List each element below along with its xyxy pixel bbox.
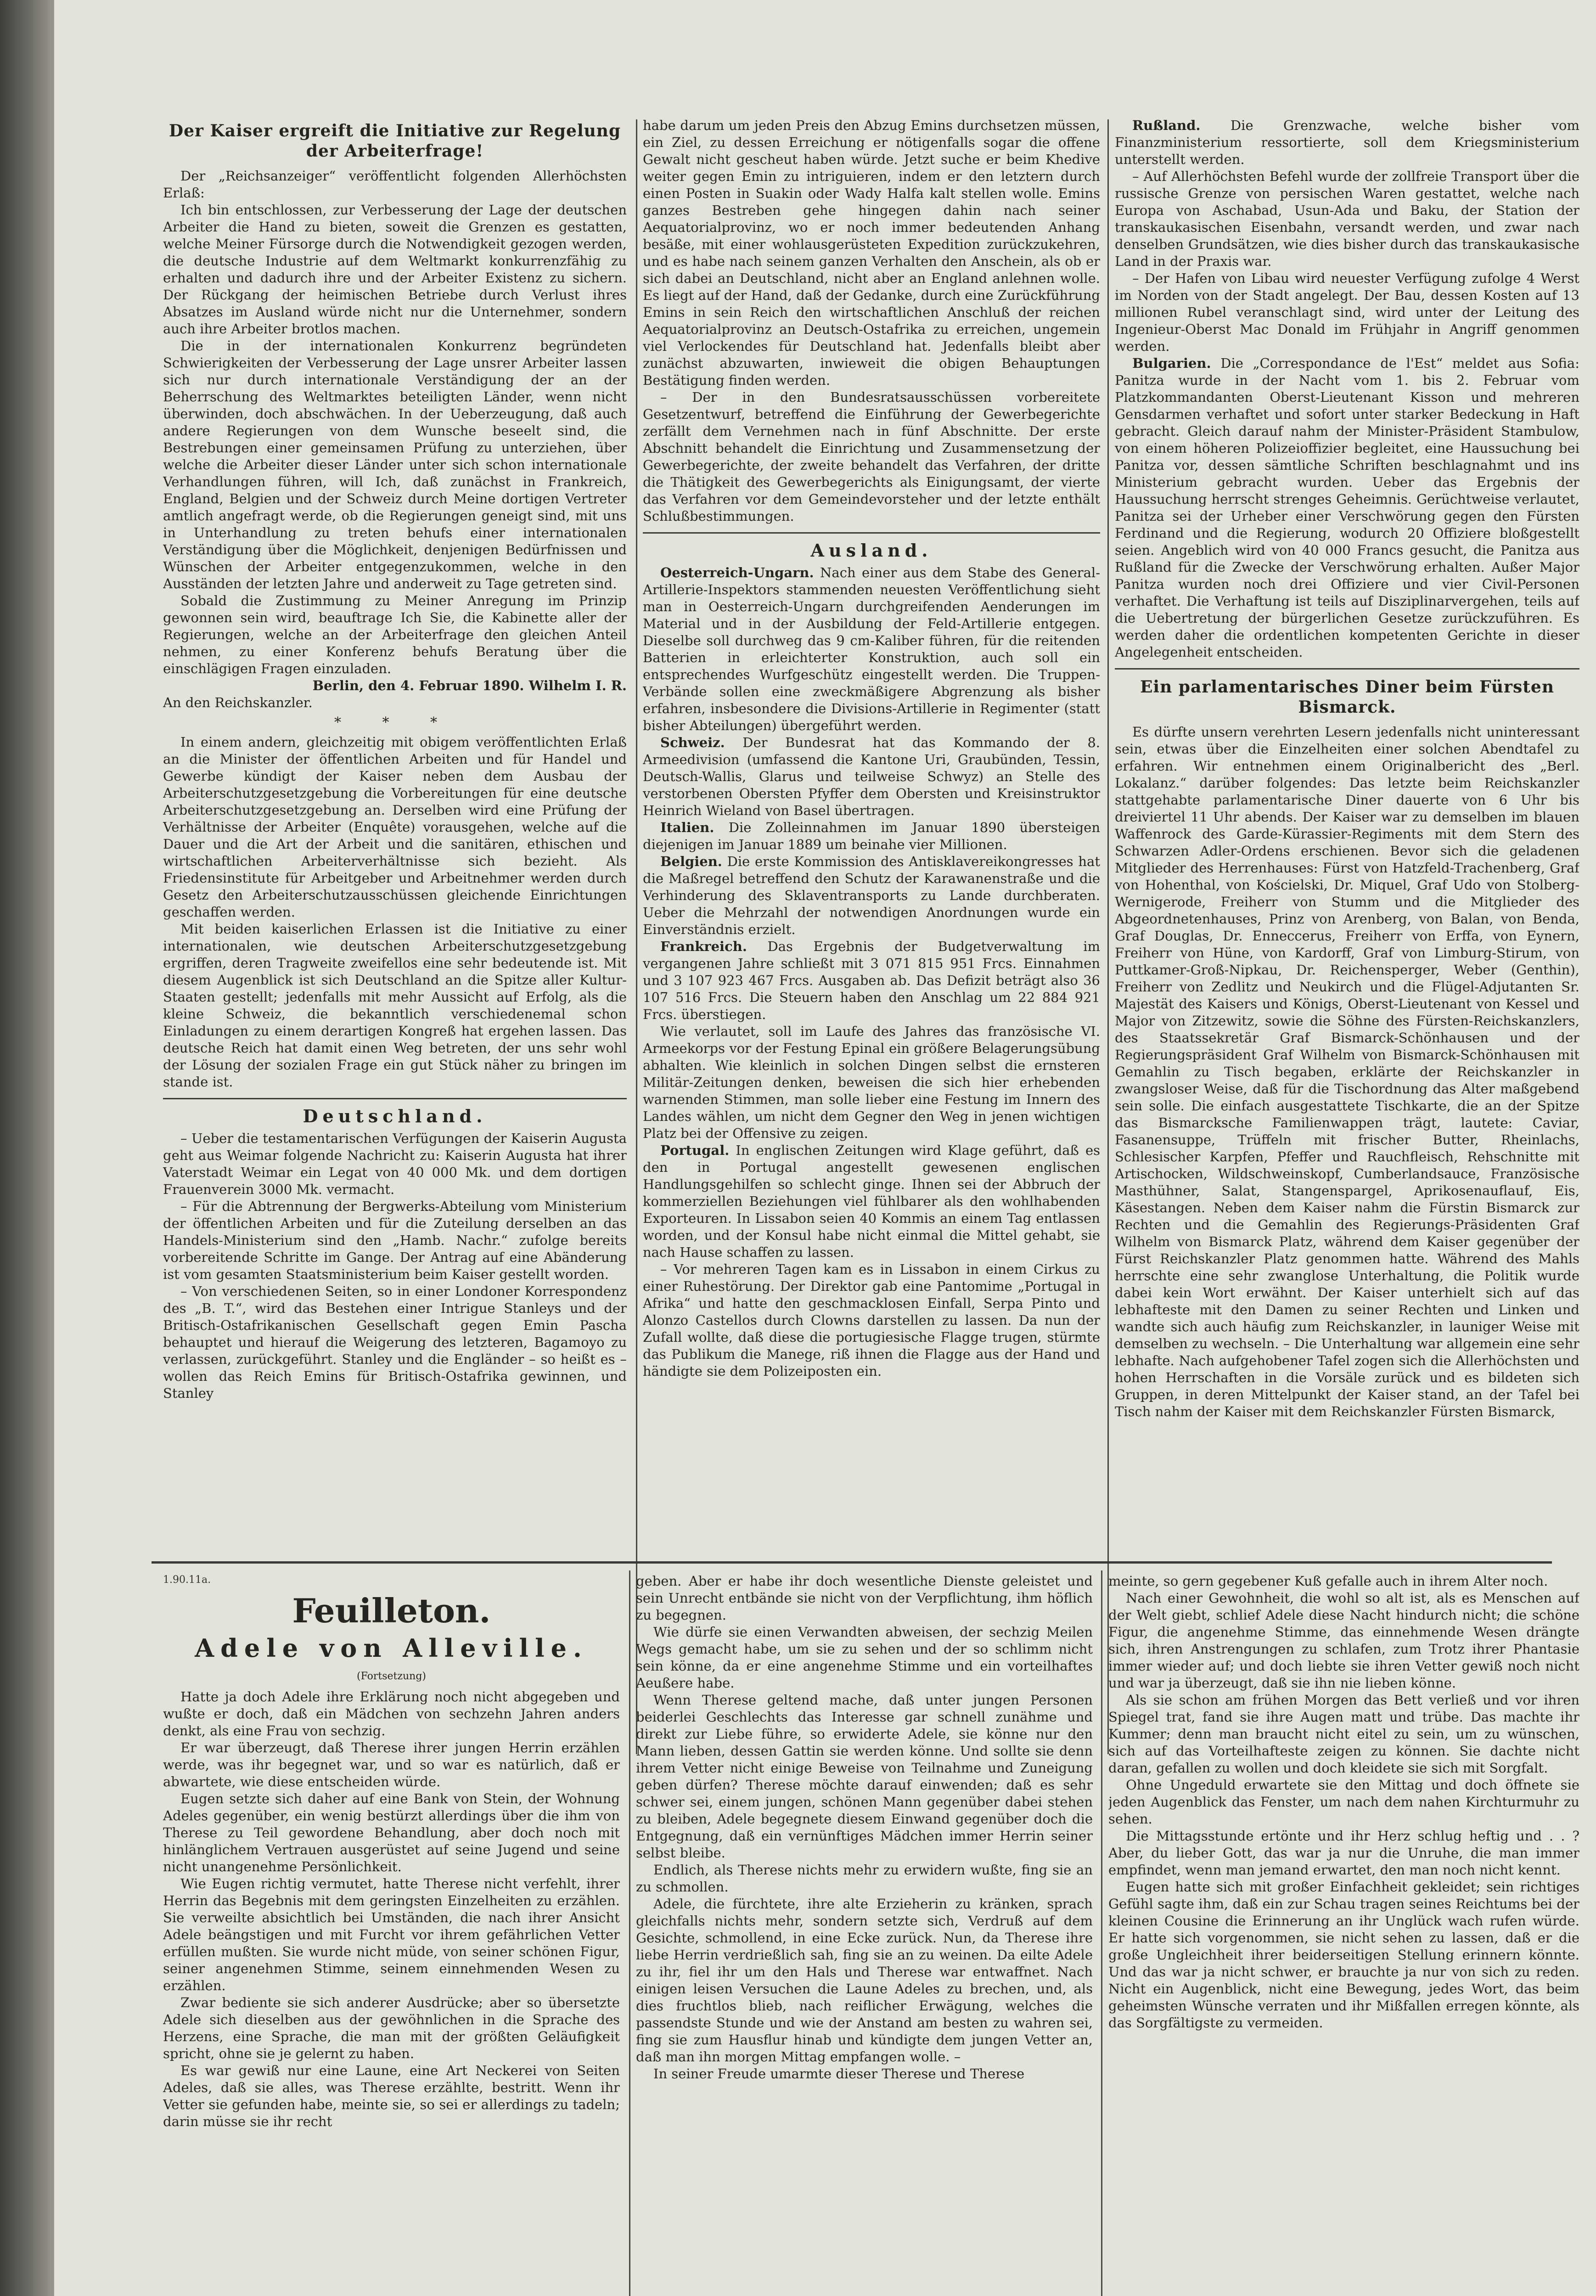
print-mark: 1.90.11a. — [163, 1574, 211, 1586]
news-item — [643, 734, 1100, 819]
news-item — [1115, 355, 1579, 661]
feuilleton-column-2 — [636, 1573, 1093, 2296]
paragraph: meinte, so gern gegebener Kuß gefalle auch in ihrem Alter noch. — [1108, 1573, 1548, 1589]
news-text: Die Grenzwache, welche bisher vom Finanzministerium ressortierte, soll dem Kriegsministerium unterstellt werden. — [1115, 118, 1579, 167]
column-rule — [1107, 119, 1109, 1754]
news-item — [643, 1142, 1100, 1261]
paragraph: Nach einer Gewohnheit, die wohl so alt ist, als es Menschen auf der Welt giebt, schlief Adele diese Nacht hindurch nicht; die schöne Figur, die angenehme Stimme, das einnehmende Wesen drängte sich, ihren Anstrengungen zu schlafen, zum Trotz ihrer Phantasie immer wieder auf; und doch liebte sie ihren Vetter gewiß noch nicht und war ja überzeugt, daß sie ihn nie lieben könne. — [1108, 1590, 1579, 1691]
news-text: Wie verlautet, soll im Laufe des Jahres das französische VI. Armeekorps vor der Festung Epinal ein größere Belagerungsübung abhalten. Wie kleinlich in solchen Dingen selbst die ernsteren Militär-Zeitungen denken, beweisen die sich hier erhebenden warnenden Stimmen, man solle lieber eine Festung im Innern des Landes wählen, um nicht dem Gegner den Weg in jenen wichtigen Platz bei der Offensive zu zeigen. — [643, 1024, 1100, 1141]
column-1 — [163, 117, 627, 1557]
news-text: In englischen Zeitungen wird Klage geführt, daß es den in Portugal angestellt gewesenen englischen Handlungsgehilfen so schlecht ginge. Ihnen sei der Abbruch der kommerziellen Beziehungen viel fühlbarer als den wohlhabenden Exporteuren. In Lissabon seien 40 Kommis an einem Tag entlassen worden, und der Konsul habe nicht einmal die Mittel gehabt, sie nach Hause schaffen zu lassen. — [643, 1142, 1100, 1260]
news-item — [643, 938, 1100, 1023]
paragraph: – Der in den Bundesratsausschüssen vorbereitete Gesetzentwurf, betreffend die Einführung der Gewerbegerichte zerfällt dem Vernehmen nach in fünf Abschnitte. Der erste Abschnitt behandelt die Einrichtung und Zusammensetzung der Gewerbegerichte, der zweite behandelt das Verfahren, der dritte die Thätigkeit des Gewerbegerichts als Einigungsamt, der vierte das Verfahren vor dem Gemeindevorsteher und der letzte enthält Schlußbestimmungen. — [643, 389, 1100, 524]
article-title: Der Kaiser ergreift die Initiative zur Regelung der Arbeiterfrage! — [169, 121, 621, 161]
paragraph: Die in der internationalen Konkurrenz begründeten Schwierigkeiten der Verbesserung der Lage unsrer Arbeiter lassen sich nur durch internationale Verständigung der an der Beherrschung des Weltmarktes beteiligten Länder, wenn nicht überwinden, doch abschwächen. In der Ueberzeugung, daß auch andere Regierungen von dem Wunsche beseelt sind, die Bestrebungen einer gemeinsamen Prüfung zu unterziehen, über welche die Arbeiter dieser Länder unter sich schon internationale Verhandlungen führen, will Ich, daß zunächst in Frankreich, England, Belgien und der Schweiz durch Meine dortigen Vertreter amtlich angefragt werde, ob die Regierungen geneigt sind, mit uns in Unterhandlung zu treten behufs einer internationalen Verständigung über die Möglichkeit, denjenigen Bedürfnissen und Wünschen der Arbeiter entgegenzukommen, welche in den Ausständen der letzten Jahre und anderweit zu Tage getreten sind. — [163, 338, 627, 591]
paragraph: Als sie schon am frühen Morgen das Bett verließ und vor ihren Spiegel trat, fand sie ihre Augen matt und trübe. Das machte ihr Kummer; denn man braucht nicht eitel zu sein, um zu wünschen, sich auf das Vorteilhafteste zeigen zu können. Sie dachte nicht daran, gefallen zu wollen und doch kleidete sie sich mit Sorgfalt. — [1108, 1692, 1579, 1776]
news-item — [643, 853, 1100, 938]
news-text: – Auf Allerhöchsten Befehl wurde der zollfreie Transport über die russische Grenze von persischen Waren gestattet, welche nach Europa von Aschabad, Usun-Ada und Baku, der Station der transkaukasischen Eisenbahn, versandt werden, und zwar nach denselben Grundsätzen, wie dies bisher durch das transkaukasische Land in der Praxis war. — [1115, 169, 1579, 269]
divider — [643, 532, 1100, 534]
paragraph: Der „Reichsanzeiger“ veröffentlicht folgenden Allerhöchsten Erlaß: — [163, 168, 627, 201]
paragraph: Sobald die Zustimmung zu Meiner Anregung im Prinzip gewonnen sein wird, beauftrage Ich Sie, die Kabinette aller der Regierungen, welche an der Arbeiterfrage den gleichen Anteil nehmen, zu einer Konferenz behufs Beratung über die einschlägigen Fragen einzuladen. — [163, 593, 627, 676]
signature-place: Berlin, den 4. Februar 1890. — [312, 678, 524, 693]
story-title: Adele von Alleville. — [195, 1633, 588, 1663]
feuilleton-column-1 — [163, 1589, 620, 2296]
column-3 — [1115, 117, 1579, 1557]
news-text: – Vor mehreren Tagen kam es in Lissabon in einem Cirkus zu einer Ruhestörung. Der Direktor gab eine Pantomime „Portugal in Afrika“ und hatte den geschmacklosen Einfall, Serpa Pinto und Alonzo Castellos durch Clowns darstellen zu lassen. Da nun der Zufall wollte, daß diese die portugiesische Flagge trugen, stürmte das Publikum die Manege, riß ihnen die Flagge aus der Hand und händigte sie dem Polizeiposten ein. — [643, 1261, 1100, 1379]
paragraph: – Von verschiedenen Seiten, so in einer Londoner Korrespondenz des „B. T.“, wird das Bestehen einer Intrigue Stanleys und der Britisch-Ostafrikanischen Gesellschaft gegen Emin Pascha behauptet und hierauf die Weigerung des letzteren, Bagamoyo zu verlassen, zurückgeführt. Stanley und die Engländer – so heißt es – wollen das Reich Emins für Britisch-Ostafrika gewinnen, und Stanley — [163, 1283, 627, 1401]
paragraph: Adele, die fürchtete, ihre alte Erzieherin zu kränken, sprach gleichfalls nichts mehr, sondern setzte sich, Verdruß auf dem Gesichte, schmollend, in eine Ecke zurück. Nun, da Therese ihre liebe Herrin verdrießlich sah, fing sie an zu weinen. Da eilte Adele zu ihr, fiel ihr um den Hals und Therese war entwaffnet. Nach einigen leisen Versuchen die Laune Adeles zu brechen, und, als dies fruchtlos blieb, nach reiflicher Erwägung, welches die passendste Stunde und wie der Anstand am besten zu wahren sei, fing sie zum Hausflur hinab und kündigte dem jungen Vetter an, daß man ihn morgen Mittag empfangen wolle. – — [636, 1896, 1093, 2065]
paragraph: Es dürfte unsern verehrten Lesern jedenfalls nicht uninteressant sein, etwas über die Einzelheiten einer solchen Abendtafel zu erfahren. Wir entnehmen einem Originalbericht des „Berl. Lokalanz.“ darüber folgendes: Das letzte beim Reichskanzler stattgehabte parlamentarische Diner dauerte von 6 Uhr bis dreiviertel 11 Uhr abends. Der Kaiser war zu demselben im blauen Waffenrock des Garde-Kürassier-Regiments mit dem Stern des Schwarzen Adler-Ordens erschienen. Bevor sich die geladenen Mitglieder des Herrenhauses: Fürst von Hatzfeld-Trachenberg, Graf von Hohenthal, von Kościelski, Dr. Miquel, Graf Udo von Stolberg-Wernigerode, Freiherr von Stumm und die Mitglieder des Abgeordnetenhauses, Prinz von Arenberg, von Balan, von Benda, Graf Douglas, Dr. Enneccerus, Freiherr von Erffa, von Eynern, Freiherr von Hüne, von Kardorff, Graf von Limburg-Stirum, von Puttkamer-Groß-Nipkau, Dr. Reichensperger, Weber (Genthin), Freiherr von Zedlitz und Neukirch und die Flügel-Adjutanten Sr. Majestät des Kaisers und Königs, Oberst-Lieutenant von Kessel und Major von Zitzewitz, sowie die Söhne des Fürsten-Reichskanzlers, des Staatssekretär Graf Bismarck-Schönhausen und der Regierungspräsident Graf Wilhelm von Bismarck-Schönhausen mit Gemahlin zu Tisch begaben, erklärte der Reichskanzler in zwangsloser Weise, daß für die Tischordnung das Alter maßgebend sein solle. Die einfach ausgestattete Tischkarte, die an der Spitze das Bismarcksche Familienwappen trägt, lautete: Caviar, Fasanensuppe, Trüffeln mit frischer Butter, Rheinlachs, Schlesischer Karpfen, Pfeffer und Rauchfleisch, Rehschnitte mit Artischocken, Wildschweinskopf, Cumberlandsauce, Französische Masthühner, Salat, Stangenspargel, Aprikosenauflauf, Eis, Käsestangen. Neben dem Kaiser nahm die Fürstin Bismarck zur Rechten und die Gemahlin des Regierungs-Präsidenten Graf Wilhelm von Bismarck Platz, während dem Kaiser gegenüber der Fürst Reichskanzler Platz genommen hatte. Während des Mahls herrschte eine sehr zwanglose Unterhaltung, die Politik wurde dabei kein Wort erwähnt. Der Kaiser unterhielt sich auf das lebhafteste mit den Damen zu seiner Rechten und Linken und wandte sich auch häufig zum Reichskanzler, in launiger Weise mit demselben zu wechseln. – Die Unterhaltung war allgemein eine sehr lebhafte. Nach aufgehobener Tafel zogen sich die Allerhöchsten und hohen Herrschaften in die Vorsäle zurück und es bildeten sich Gruppen, in deren Mittelpunkt der Kaiser stand, an der Tafel bei Tisch nahm der Kaiser mit dem Reichskanzler Fürsten Bismarck, — [1115, 724, 1579, 1419]
feuilleton-rule — [152, 1561, 1552, 1564]
paragraph: Mit beiden kaiserlichen Erlassen ist die Initiative zu einer internationalen, wie deutschen Arbeiterschutzgesetzgebung ergriffen, deren Tragweite zweifellos eine sehr bedeutende ist. Mit diesem Augenblick ist sich Deutschland an die Spitze aller Kultur-Staaten gestellt; jedenfalls mit mehr Aussicht auf Erfolg, als die kleine Schweiz, die bekanntlich verschiedenemal schon Einladungen zu einem derartigen Kongreß hat ergehen lassen. Das deutsche Reich hat damit einen Weg betreten, der uns sehr wohl der Lösung der sozialen Frage ein gut Stück näher zu bringen im stande ist. — [163, 921, 627, 1090]
column-rule — [629, 1570, 630, 2296]
article-title: Ein parlamentarisches Diner beim Fürsten Bismarck. — [1140, 677, 1554, 717]
signature — [163, 677, 627, 694]
country-keyword: Bulgarien. — [1132, 355, 1211, 371]
paragraph: Hatte ja doch Adele ihre Erklärung noch nicht abgegeben und wußte er doch, daß ein Mädchen von sechzehn Jahren anders denkt, als eine Frau von sechzig. — [163, 1689, 620, 1739]
column-rule — [636, 119, 637, 1754]
paragraph: Ohne Ungeduld erwartete sie den Mittag und doch öffnete sie jeden Augenblick das Fenster, um nach dem nahen Kirchturmuhr zu sehen. — [1108, 1777, 1579, 1827]
paragraph: – Für die Abtrennung der Bergwerks-Abteilung vom Ministerium der öffentlichen Arbeiten und für die Zuteilung derselben an das Handels-Ministerium sind den „Hamb. Nachr.“ zufolge bereits vorbereitende Schritte im Gange. Der Antrag auf eine Abänderung ist vom gesamten Staatsministerium beim Kaiser gestellt worden. — [163, 1199, 627, 1282]
paragraph: geben. Aber er habe ihr doch wesentliche Dienste geleistet und sein Unrecht entbände sie nicht von der Verpflichtung, ihm höflich zu begegnen. — [636, 1573, 1093, 1623]
feuilleton-column-3 — [1108, 1573, 1579, 2296]
news-item — [1115, 117, 1579, 168]
country-keyword: Frankreich. — [660, 939, 747, 954]
paragraph: Ich bin entschlossen, zur Verbesserung der Lage der deutschen Arbeiter die Hand zu bieten, soweit die Grenzen es gestatten, welche Meiner Fürsorge durch die Notwendigkeit gezogen werden, die deutsche Industrie auf dem Weltmarkt konkurrenzfähig zu erhalten und dadurch ihre und der Arbeiter Existenz zu sichern. Der Rückgang der heimischen Betriebe durch Verlust ihres Absatzes im Ausland würde nicht nur die Unternehmer, sondern auch ihre Arbeiter brotlos machen. — [163, 202, 627, 337]
news-text: Die Zolleinnahmen im Januar 1890 übersteigen diejenigen im Januar 1889 um beinahe vier Millionen. — [643, 820, 1100, 852]
news-text: Nach einer aus dem Stabe des General-Artillerie-Inspektors stammenden neuesten Veröffentlichung sieht man in Oesterreich-Ungarn durchgreifenden Aenderungen im Material und in der Ausbildung der Feld-Artillerie entgegen. Dieselbe soll durchweg das 9 cm-Kaliber führen, für die reitenden Batterien in erleichterter Konstruktion, auch soll ein entsprechendes Wurfgeschütz eingestellt werden. Die Truppen-Verbände sollen eine zweckmäßigere Abgrenzung als bisher erfahren, insbesondere die Divisions-Artillerie in Regimenter (statt bisher Abteilungen) übergeführt werden. — [643, 565, 1100, 733]
paragraph: Wie dürfe sie einen Verwandten abweisen, der sechzig Meilen Wegs gemacht habe, um sie zu sehen und der so schlimm nicht sein könne, da er eine angenehme Stimme und ein vorteilhaftes Aeußere habe. — [636, 1624, 1093, 1691]
news-item — [643, 1023, 1100, 1142]
news-text: – Der Hafen von Libau wird neuester Verfügung zufolge 4 Werst im Norden von der Stadt angelegt. Der Bau, dessen Kosten auf 13 millionen Rubel veranschlagt sind, wird unter der Leitung des Ingenieur-Oberst Mac Donald im Frühjahr in Angriff genommen werden. — [1115, 270, 1579, 354]
news-text: Die erste Kommission des Antisklavereikongresses hat die Maßregel betreffend den Schutz der Karawanenstraße und die Verhinderung des Sklaventransports zu Lande durchberaten. Ueber die Mehrzahl der notwendigen Anordnungen wurde ein Einverständnis erzielt. — [643, 854, 1100, 937]
country-keyword: Portugal. — [660, 1142, 730, 1158]
signature-name: Wilhelm I. R. — [528, 678, 627, 693]
divider — [163, 1098, 627, 1099]
news-text: Der Bundesrat hat das Kommando der 8. Armeedivision (umfassend die Kantone Uri, Graubünden, Tessin, Deutsch-Wallis, Glarus und teilweise Schwyz) an Stelle des verstorbenen Obersten Pfyffer dem Obersten und Kreisinstruktor Heinrich Wieland von Basel übertragen. — [643, 735, 1100, 818]
paragraph: habe darum um jeden Preis den Abzug Emins durchsetzen müssen, ein Ziel, zu dessen Erreichung er nötigenfalls sogar die offene Gewalt nicht gescheut haben würde. Jetzt suche er beim Khedive weiter gegen Emin zu intriguieren, indem er den letztern durch einen Posten in Suakin oder Wady Halfa kalt stellen wolle. Emins ganzes Bestreben gehe hingegen dahin nach seiner Aequatorialprovinz, wo er noch immer bedeutenden Anhang besäße, mit einer wohlausgerüsteten Expedition zurückzukehren, und es habe nach seinem ganzen Verhalten den Anschein, als ob er sich dabei an Deutschland, nicht aber an England anlehnen wolle. Es liegt auf der Hand, daß der Gedanke, durch eine Zurückführung Emins in sein Reich den wirtschaftlichen Anschluß der reichen Aequatorialprovinz an Deutsch-Ostafrika zu erreichen, ungemein viel Verlockendes für Deutschland hat. Jedenfalls bleibt aber zunächst abzuwarten, inwieweit die obigen Behauptungen Bestätigung finden werden. — [643, 118, 1100, 388]
paragraph: Eugen hatte sich mit großer Einfachheit gekleidet; sein richtiges Gefühl sagte ihm, daß ein zur Schau tragen seines Reichtums bei der kleinen Cousine die Erinnerung an ihr Unglück wach rufen würde. Er hatte sich vorgenommen, sie nicht sehen zu lassen, daß er die große Ungleichheit ihrer beiderseitigen Stellung erinnern könnte. Und das war ja nicht schwer, er brauchte ja nur von sich zu reden. Nicht ein Augenblick, nicht eine Bewegung, jedes Wort, das beim geheimsten Wünsche verraten und ihr Mißfallen erregen könnte, als das Sorgfältigste zu vermeiden. — [1108, 1879, 1579, 2031]
country-keyword: Belgien. — [660, 854, 722, 869]
country-keyword: Oesterreich-Ungarn. — [660, 565, 814, 580]
section-heading: Ausland. — [810, 540, 933, 561]
section-heading: Deutschland. — [303, 1106, 487, 1126]
country-keyword: Schweiz. — [660, 735, 725, 750]
news-item — [1115, 270, 1579, 355]
news-item — [643, 564, 1100, 734]
paragraph: In seiner Freude umarmte dieser Therese und Therese — [653, 2066, 1025, 2082]
news-item — [643, 1261, 1100, 1380]
news-text: Das Ergebnis der Budgetverwaltung im vergangenen Jahre schließt mit 3 071 815 951 Frcs. Einnahmen und 3 107 923 467 Frcs. Ausgaben ab. Das Defizit beträgt also 36 107 516 Frcs. Die Steuern haben den Anschlag um 22 884 921 Frcs. überstiegen. — [643, 939, 1100, 1022]
news-item — [1115, 168, 1579, 270]
paragraph: Endlich, als Therese nichts mehr zu erwidern wußte, fing sie an zu schmollen. — [636, 1862, 1093, 1895]
paragraph: Eugen setzte sich daher auf eine Bank von Stein, der Wohnung Adeles gegenüber, ein wenig bestürzt allerdings über die ihm von Therese zu Teil gewordene Behandlung, aber doch noch mit hinlänglichem Vertrauen ausgerüstet auf seine Jugend und seine nicht unangenehme Persönlichkeit. — [163, 1791, 620, 1874]
continued-note: (Fortsetzung) — [357, 1671, 426, 1682]
book-spine — [0, 0, 54, 2296]
paragraph: – Ueber die testamentarischen Verfügungen der Kaiserin Augusta geht aus Weimar folgende Nachricht zu: Kaiserin Augusta hat ihrer Vaterstadt Weimar ein Legat von 40 000 Mk. und dem dortigen Frauenverein 3000 Mk. vermacht. — [163, 1131, 627, 1197]
paragraph: In einem andern, gleichzeitig mit obigem veröffentlichten Erlaß an die Minister der öffentlichen Arbeiten und für Handel und Gewerbe kündigt der Kaiser neben dem Ausbau der Arbeiterschutzgesetzgebung die Vorbereitungen für eine deutsche Arbeiterschutzgesetzgebung an. Derselben wird eine Prüfung der Verhältnisse der Arbeiter (Enquête) vorausgehen, welche auf die Dauer und die Art der Arbeit und die sanitären, ethischen und wirtschaftlichen Arbeiterverhältnisse sich bezieht. Als Friedensinstitute für Arbeitgeber und Arbeitnehmer werden durch Gesetz den Arbeiterschutzausschüssen gleichende Einrichtungen geschaffen werden. — [163, 734, 627, 920]
addressee: An den Reichskanzler. — [163, 695, 313, 710]
paragraph: Er war überzeugt, daß Therese ihrer jungen Herrin erzählen werde, was ihr begegnet war, und so war es natürlich, daß er abwartete, wie diese entscheiden würde. — [163, 1740, 620, 1790]
separator-stars: * * * — [334, 715, 456, 731]
paragraph: Zwar bediente sie sich anderer Ausdrücke; aber so übersetzte Adele sich dieselben aus der gewöhnlichen in die Sprache des Herzens, eine Sprache, die man mit der größten Geläufigkeit spricht, ohne sie je gelernt zu haben. — [163, 1995, 620, 2061]
news-text: Die „Correspondance de l'Est“ meldet aus Sofia: Panitza wurde in der Nacht vom 1. bis 2. Februar vom Platzkommandanten Oberst-Lieutenant Kisson und mehreren Gensdarmen verhaftet und sofort unter starker Bedeckung in Haft gebracht. Gleich darauf nahm der Minister-Präsident Stambulow, von einem höheren Polizeioffizier begleitet, eine Haussuchung bei Panitza vor, dessen sämtliche Schriften beschlagnahmt und ins Ministerium gebracht wurden. Ueber das Ergebnis der Haussuchung herrscht strenges Geheimnis. Gerüchtweise verlautet, Panitza sei der Urheber einer Verschwörung gegen den Fürsten Ferdinand und die Regierung, wodurch 20 Offiziere bloßgestellt seien. Angeblich wird von 40 000 Francs gesucht, die Panitza aus Rußland für die Zwecke der Verschwörung erhalten. Außer Major Panitza wurden noch drei Offiziere und vier Civil-Personen verhaftet. Die Verhaftung ist teils auf Disziplinarvergehen, teils auf die Uebertretung der bürgerlichen Gesetze zurückzuführen. Es werden daher die ordentlichen kompetenten Gerichte in dieser Angelegenheit entscheiden. — [1115, 355, 1579, 660]
column-rule — [1101, 1570, 1102, 2296]
paragraph: Wie Eugen richtig vermutet, hatte Therese nicht verfehlt, ihrer Herrin das Begebnis mit dem geringsten Einzelheiten zu erzählen. Sie verweilte absichtlich bei Umständen, die nach ihrer Ansicht Adele beängstigen und mit Furcht vor ihrem gefährlichen Vetter erfüllen mußten. Sie wurde nicht müde, von seiner schönen Figur, seiner angenehmen Stimme, seinem einnehmenden Wesen zu erzählen. — [163, 1876, 620, 1993]
feuilleton-title: Feuilleton. — [292, 1591, 491, 1630]
paragraph: Es war gewiß nur eine Laune, eine Art Neckerei von Seiten Adeles, daß sie alles, was Therese erzählte, bestritt. Wenn ihr Vetter sie gefunden habe, meinte sie, so sei er allerdings zu tadeln; darin müsse sie ihr recht — [163, 2063, 620, 2129]
news-item — [643, 819, 1100, 853]
country-keyword: Rußland. — [1132, 118, 1201, 133]
country-keyword: Italien. — [660, 820, 714, 835]
divider — [1115, 668, 1579, 670]
paragraph: Wenn Therese geltend mache, daß unter jungen Personen beiderlei Geschlechts das Interesse gar schnell zunähme und direkt zur Liebe führe, so erwiderte Adele, sie könne nur den Mann lieben, dessen Gattin sie werden könne. Und sollte sie denn ihrem Vetter nicht einige Beweise von Teilnahme und Zuneigung geben dürfen? Therese möchte darauf einwenden; daß es sehr schwer sei, einem jungen, schönen Mann gegenüber dabei stehen zu bleiben, Adele begegnete diesem Einwand gegenüber doch die Entgegnung, daß ein vernünftiges Mädchen immer Herrin seiner selbst bleibe. — [636, 1692, 1093, 1861]
column-2 — [643, 117, 1100, 1557]
paragraph: Die Mittagsstunde ertönte und ihr Herz schlug heftig und . . ? Aber, du lieber Gott, das war ja nur die Unruhe, die man immer empfindet, wenn man jemand erwartet, den man noch nicht kennt. — [1108, 1828, 1579, 1878]
